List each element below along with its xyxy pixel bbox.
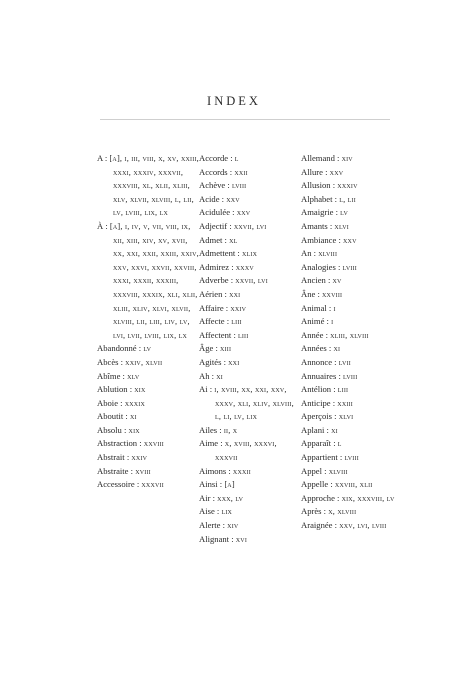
index-term: Ah xyxy=(199,370,210,381)
index-term: Accorde xyxy=(199,153,229,163)
index-term: Abcès xyxy=(97,356,119,367)
index-term: Approche xyxy=(301,492,335,503)
index-entry xyxy=(199,356,301,370)
index-separator: : xyxy=(235,248,242,259)
index-entry xyxy=(301,206,403,220)
index-separator: : xyxy=(228,153,235,163)
index-term: Alignant xyxy=(199,533,230,544)
index-term: An xyxy=(301,248,312,259)
index-separator: : xyxy=(213,343,221,354)
index-references: xxv, lvi, lviii xyxy=(339,521,387,531)
index-term: Acidulée xyxy=(199,207,231,218)
index-separator: : xyxy=(332,520,340,531)
index-separator: : xyxy=(229,261,236,272)
index-entry xyxy=(199,274,301,288)
index-references: xxxix xyxy=(124,398,146,408)
index-entry xyxy=(301,451,403,465)
index-term: Ailes xyxy=(199,424,218,435)
index-separator: : xyxy=(330,180,338,191)
index-entry xyxy=(97,465,199,479)
index-separator: : xyxy=(222,288,230,299)
index-references: xxvii, lvi xyxy=(233,221,267,231)
index-term: Aimons xyxy=(199,465,227,476)
index-separator: : xyxy=(136,343,144,354)
index-term: Abîme xyxy=(97,370,121,381)
index-references: xxviii xyxy=(143,439,164,449)
index-separator: : xyxy=(333,207,341,218)
index-references: xviii xyxy=(135,466,151,476)
index-term: Abstrait xyxy=(97,452,125,463)
index-term: Antélion xyxy=(301,384,332,395)
index-references: xiii xyxy=(220,344,232,354)
index-entry xyxy=(97,370,199,384)
index-term: Appartient xyxy=(301,452,338,463)
index-separator: : xyxy=(225,180,232,191)
index-references: xxv xyxy=(236,208,251,218)
index-term: Absolu xyxy=(97,424,122,435)
index-entry xyxy=(301,356,403,370)
index-separator: : xyxy=(123,411,130,422)
index-term: Aboutit xyxy=(97,411,124,422)
index-references: lviii xyxy=(231,181,247,191)
index-references: xxviii xyxy=(322,289,343,299)
index-separator: : xyxy=(223,302,231,313)
index-entry xyxy=(301,478,403,492)
index-entry xyxy=(97,342,199,356)
index-references: xxiv, xlvii xyxy=(125,357,163,367)
index-entry xyxy=(301,152,403,166)
index-separator: : xyxy=(214,506,222,517)
index-term: Aboie xyxy=(97,397,119,408)
index-entry xyxy=(301,424,403,438)
index-references: x, xlviii xyxy=(328,507,357,517)
index-separator: : xyxy=(322,166,330,177)
index-entry xyxy=(199,206,301,220)
index-separator: : xyxy=(118,356,126,367)
index-term: Animé xyxy=(301,316,325,327)
index-term: Annuaires xyxy=(301,370,337,381)
index-term: Amaigrie xyxy=(301,207,334,218)
index-references: lvii xyxy=(338,357,351,367)
index-separator: : xyxy=(326,343,334,354)
index-entry xyxy=(301,315,403,329)
index-entry xyxy=(301,437,403,451)
index-separator: : xyxy=(124,452,132,463)
index-entry xyxy=(301,247,403,261)
index-separator: : xyxy=(330,397,338,408)
index-term: Affectent xyxy=(199,329,232,340)
index-entry xyxy=(301,193,403,207)
index-term: Allure xyxy=(301,166,323,177)
index-entry xyxy=(301,342,403,356)
index-entry xyxy=(199,315,301,329)
index-column-1 xyxy=(97,152,199,492)
index-references: i, xviii, xx, xxi, xxv, xxxv, xli, xliv, xlviii, l, li, lv, lix xyxy=(214,385,294,422)
index-separator: : xyxy=(102,153,110,163)
index-entry xyxy=(301,370,403,384)
index-separator: : xyxy=(220,520,228,531)
index-entry xyxy=(199,342,301,356)
index-separator: : xyxy=(121,424,129,435)
index-term: Abstraction xyxy=(97,438,138,449)
index-references: xxi xyxy=(228,357,240,367)
index-entry xyxy=(301,383,403,397)
index-references: [a] xyxy=(224,480,235,490)
index-separator: : xyxy=(321,506,329,517)
index-references: lviii xyxy=(342,262,357,272)
index-term: Ainsi xyxy=(199,479,218,490)
index-term: Apparaît xyxy=(301,438,332,449)
index-references: xxx, lv xyxy=(217,493,244,503)
index-term: Âge xyxy=(199,343,214,354)
index-separator: : xyxy=(327,220,335,231)
index-term: Ablution xyxy=(97,384,128,395)
index-term: Années xyxy=(301,343,327,354)
index-entry xyxy=(301,519,403,533)
index-column-2 xyxy=(199,152,301,546)
index-entry xyxy=(301,410,403,424)
index-term: Aime xyxy=(199,438,219,449)
index-entry xyxy=(301,288,403,302)
index-references: xlviii xyxy=(328,466,348,476)
index-separator: : xyxy=(120,370,128,381)
index-entry xyxy=(97,437,199,451)
index-references: xlvi xyxy=(334,221,350,231)
index-entry xyxy=(301,261,403,275)
index-references: xix xyxy=(134,385,146,395)
index-references: xv xyxy=(332,276,342,286)
index-references: i xyxy=(331,317,334,327)
index-separator: : xyxy=(323,329,331,340)
index-term: Amants xyxy=(301,220,328,231)
index-term: Adjectif xyxy=(199,220,228,231)
index-references: xxxii xyxy=(232,466,251,476)
index-entry xyxy=(199,234,301,248)
index-entry xyxy=(301,166,403,180)
index-separator: : xyxy=(222,234,230,245)
index-separator: : xyxy=(227,166,235,177)
index-separator: : xyxy=(332,193,340,204)
index-entry xyxy=(301,274,403,288)
index-term: Annonce xyxy=(301,356,333,367)
index-references: liii xyxy=(337,385,349,395)
index-references: xlviii xyxy=(318,249,338,259)
index-term: Admet xyxy=(199,234,223,245)
index-references: xiv xyxy=(341,154,353,163)
index-entry xyxy=(199,533,301,547)
index-entry xyxy=(199,437,301,464)
index-separator: : xyxy=(322,465,329,476)
index-separator: : xyxy=(325,275,333,286)
index-entry xyxy=(199,288,301,302)
index-separator: : xyxy=(336,234,344,245)
index-term: Aise xyxy=(199,506,215,517)
index-references: xiv xyxy=(227,521,239,531)
index-separator: : xyxy=(229,533,236,544)
index-term: Ancien xyxy=(301,275,326,286)
index-references: liii xyxy=(231,317,242,327)
index-entry xyxy=(97,220,199,342)
index-term: À xyxy=(97,220,104,231)
index-term: Alerte xyxy=(199,520,221,531)
index-column-3 xyxy=(301,152,403,533)
index-references: xxv xyxy=(329,167,344,177)
index-entry xyxy=(199,424,301,438)
index-separator: : xyxy=(328,479,335,490)
index-entry xyxy=(97,356,199,370)
index-separator: : xyxy=(227,220,234,231)
index-references: xl xyxy=(229,235,238,245)
index-term: Appelle xyxy=(301,479,329,490)
index-term: Aperçois xyxy=(301,411,333,422)
index-entry xyxy=(301,220,403,234)
index-separator: : xyxy=(231,329,238,340)
index-references: xxiv xyxy=(230,303,247,313)
index-entry xyxy=(199,519,301,533)
index-references: xxv xyxy=(226,194,240,204)
index-separator: : xyxy=(337,452,345,463)
index-references: lv xyxy=(340,208,349,218)
index-separator: : xyxy=(335,261,343,272)
index-entry xyxy=(301,465,403,479)
index-entry xyxy=(199,492,301,506)
index-references: xxxvii xyxy=(141,480,164,490)
index-references: xvi xyxy=(235,534,248,544)
index-references: lv xyxy=(143,344,152,354)
index-references: l, lii xyxy=(339,194,356,204)
index-references: xlv xyxy=(127,371,140,381)
index-separator: : xyxy=(336,370,344,381)
index-references: x, xviii, xxxvi, xxxvii xyxy=(215,439,277,463)
index-references: l xyxy=(337,439,342,449)
index-entry xyxy=(97,152,199,220)
index-separator: : xyxy=(315,288,323,299)
index-entry xyxy=(199,478,301,492)
index-term: Adverbe xyxy=(199,275,229,286)
index-references: lviii xyxy=(343,371,358,381)
index-references: lviii xyxy=(344,453,359,463)
index-entry xyxy=(199,370,301,384)
index-entry xyxy=(301,179,403,193)
index-references: xi xyxy=(333,344,341,354)
index-term: Accessoire xyxy=(97,479,135,490)
index-term: A xyxy=(97,153,103,163)
index-separator: : xyxy=(331,384,338,395)
index-separator: : xyxy=(326,302,334,313)
index-term: Anticipe xyxy=(301,397,331,408)
index-entry xyxy=(301,302,403,316)
index-entry xyxy=(301,234,403,248)
index-references: xlix xyxy=(241,249,258,259)
index-separator: : xyxy=(324,424,332,435)
index-separator: : xyxy=(334,492,342,503)
index-references: [a], i, iv, v, vii, viii, ix, xii, xiii, xiv, xv, xvii, xx, xxi, xxii, xxiii, xxiv, xxv, xxvi, xxvii, xxviii, xxxi, xxxii, xxxiii, xxxviii, xxxix, xli, xlii, xliii, xliv, xlvi, xlvii, xlviii, lii, liii, liv, lv, lvi, lvii, lviii, lix, lx xyxy=(109,221,199,340)
index-term: Ambiance xyxy=(301,234,337,245)
index-term: Âne xyxy=(301,288,316,299)
index-separator: : xyxy=(118,397,125,408)
index-references: xxi xyxy=(229,289,241,299)
index-term: Air xyxy=(199,492,211,503)
index-references: xxv xyxy=(343,235,357,245)
index-references: xxiv xyxy=(131,453,148,463)
index-term: Admettent xyxy=(199,248,236,259)
index-separator: : xyxy=(217,479,225,490)
index-separator: : xyxy=(332,356,339,367)
index-entry xyxy=(97,383,199,397)
index-entry xyxy=(301,397,403,411)
index-references: xxvii, lvi xyxy=(235,276,268,286)
index-entry xyxy=(97,451,199,465)
index-entry xyxy=(199,247,301,261)
index-entry xyxy=(199,179,301,193)
index-term: Abstraite xyxy=(97,465,129,476)
index-entry xyxy=(199,383,301,424)
index-term: Affecte xyxy=(199,316,225,327)
index-entry xyxy=(199,261,301,275)
index-references: xliii, xlviii xyxy=(330,330,369,340)
index-separator: : xyxy=(226,465,233,476)
index-references: xix xyxy=(128,425,140,435)
index-separator: : xyxy=(230,207,237,218)
index-entry xyxy=(199,302,301,316)
page-title: INDEX xyxy=(207,94,261,108)
index-entry xyxy=(199,465,301,479)
index-references: xi xyxy=(129,412,137,422)
index-entry xyxy=(199,329,301,343)
index-separator: : xyxy=(334,153,342,163)
index-term: Affaire xyxy=(199,302,224,313)
index-term: Ai xyxy=(199,384,208,395)
index-term: Aérien xyxy=(199,288,223,299)
index-separator: : xyxy=(331,438,338,449)
index-separator: : xyxy=(311,248,319,259)
index-term: Araignée xyxy=(301,520,333,531)
index-references: xxviii, xlii xyxy=(334,480,373,490)
index-separator: : xyxy=(137,438,144,449)
index-entry xyxy=(199,166,301,180)
index-term: Allemand xyxy=(301,153,335,163)
index-entry xyxy=(199,220,301,234)
index-separator: : xyxy=(103,220,110,231)
index-term: Analogies xyxy=(301,261,336,272)
index-term: Animal xyxy=(301,302,327,313)
index-term: Allusion xyxy=(301,180,331,191)
index-references: xxiii xyxy=(337,398,353,408)
index-separator: : xyxy=(210,492,218,503)
index-references: xi xyxy=(216,371,223,381)
index-term: Alphabet xyxy=(301,193,333,204)
index-references: xi xyxy=(331,425,338,435)
index-term: Après xyxy=(301,506,322,517)
index-references: xix, xxxviii, lv xyxy=(341,493,395,503)
index-term: Aplani xyxy=(301,424,325,435)
index-entry xyxy=(301,329,403,343)
index-term: Admirez xyxy=(199,261,230,272)
index-entry xyxy=(199,152,301,166)
index-entry xyxy=(97,410,199,424)
index-entry xyxy=(301,505,403,519)
index-entry xyxy=(97,397,199,411)
index-references: i xyxy=(333,303,336,313)
index-term: Abandonné xyxy=(97,343,137,354)
title-divider xyxy=(100,119,390,120)
index-references: xxii xyxy=(234,167,248,177)
index-term: Appel xyxy=(301,465,323,476)
index-separator: : xyxy=(228,275,236,286)
index-separator: : xyxy=(218,438,225,449)
index-references: xxxiv xyxy=(337,181,358,191)
index-separator: : xyxy=(207,384,215,395)
index-separator: : xyxy=(134,479,142,490)
index-term: Achève xyxy=(199,180,226,191)
index-entry xyxy=(199,193,301,207)
index-references: liii xyxy=(237,330,249,340)
index-separator: : xyxy=(209,370,217,381)
index-references: l xyxy=(234,154,239,163)
index-entry xyxy=(97,424,199,438)
index-references: xxxv xyxy=(235,262,254,272)
index-separator: : xyxy=(217,424,224,435)
index-references: [a], i, iii, viii, x, xv, xxiii, xxxi, xxxiv, xxxvii, xxxviii, xl, xlii, xliii, xlv, xlvii, xlviii, l, lii, lv, lviii, lix, lx xyxy=(109,154,199,218)
index-separator: : xyxy=(219,193,227,204)
index-entry xyxy=(199,505,301,519)
index-term: Acide xyxy=(199,193,220,204)
index-separator: : xyxy=(221,356,229,367)
index-separator: : xyxy=(324,316,332,327)
index-term: Année xyxy=(301,329,324,340)
index-separator: : xyxy=(332,411,339,422)
index-term: Agités xyxy=(199,356,222,367)
index-entry xyxy=(301,492,403,506)
index-separator: : xyxy=(128,465,136,476)
index-separator: : xyxy=(224,316,232,327)
index-term: Accords xyxy=(199,166,228,177)
index-separator: : xyxy=(127,384,135,395)
index-references: lix xyxy=(221,507,233,517)
index-entry xyxy=(97,478,199,492)
index-references: xlvi xyxy=(338,412,354,422)
index-references: ii, x xyxy=(223,425,238,435)
